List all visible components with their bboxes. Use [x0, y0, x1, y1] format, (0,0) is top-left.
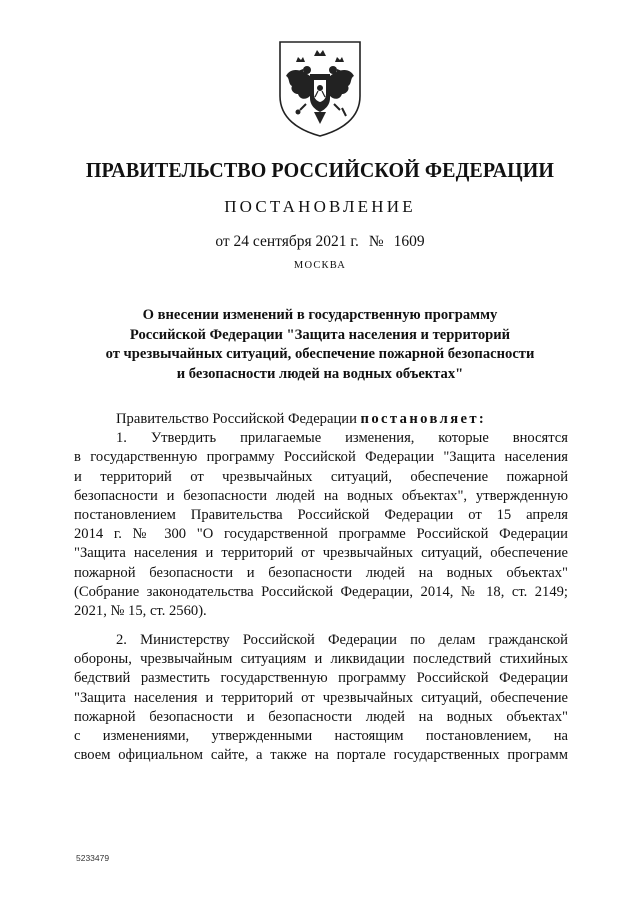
subject-line: Российской Федерации "Защита населения и территорий [129, 326, 511, 343]
number-sign: № [368, 233, 384, 250]
document-type: ПОСТАНОВЛЕНИЕ [224, 197, 416, 216]
document-code: 5233479 [76, 853, 110, 863]
city-label: МОСКВА [293, 260, 347, 271]
preamble-verb: постановляет: [360, 411, 487, 427]
document-subject [60, 306, 580, 384]
paragraph-line: пожарной безопасности и безопасности людей на водных объектах" [74, 564, 568, 581]
paragraph-line: бедствий разместить государственную программу Российской Федерации [74, 670, 568, 687]
document-number: 1609 [393, 233, 425, 250]
paragraph-line: (Собрание законодательства Российской Федерации, 2014, № 18, ст. 2149; [74, 583, 568, 600]
subject-line: и безопасности людей на водных объектах" [176, 365, 464, 382]
preamble [74, 410, 568, 429]
paragraph-line: "Защита населения и территорий от чрезвычайных ситуаций, обеспечение [74, 545, 568, 562]
paragraph-line: обороны, чрезвычайным ситуациям и ликвидации последствий стихийных [74, 651, 568, 668]
paragraph-line: и территорий от чрезвычайных ситуаций, обеспечение пожарной [74, 468, 568, 485]
preamble-subject: Правительство Российской Федерации [116, 411, 357, 427]
paragraph-line: 2021, № 15, ст. 2560). [74, 602, 207, 619]
paragraph-line: 2. Министерству Российской Федерации по делам гражданской [116, 632, 568, 649]
document-body [74, 410, 568, 765]
date-number-line [0, 233, 640, 251]
coat-of-arms-icon [276, 38, 364, 138]
government-title: ПРАВИТЕЛЬСТВО РОССИЙСКОЙ ФЕДЕРАЦИИ [85, 158, 555, 182]
paragraph-line: с изменениями, утвержденными настоящим постановлением, на [74, 728, 568, 744]
paragraph-line: 1. Утвердить прилагаемые изменения, которые вносятся [116, 430, 568, 447]
subject-line: от чрезвычайных ситуаций, обеспечение пожарной безопасности [105, 346, 535, 363]
paragraph-line: в государственную программу Российской Федерации "Защита населения [74, 449, 568, 466]
paragraph-line: "Защита населения и территорий от чрезвычайных ситуаций, обеспечение [74, 689, 568, 706]
paragraph-line: 2014 г. № 300 "О государственной программе Российской Федерации [74, 526, 568, 543]
paragraph-line: пожарной безопасности и безопасности людей на водных объектах" [74, 708, 568, 725]
subject-line: О внесении изменений в государственную программу [142, 307, 498, 323]
paragraph-line: безопасности и безопасности людей на водных объектах", утвержденную [74, 487, 568, 504]
paragraph-line: своем официальном сайте, а также на портале государственных программ [74, 747, 568, 764]
document-date: от 24 сентября 2021 г. [215, 233, 359, 250]
paragraph-line: постановлением Правительства Российской Федерации от 15 апреля [74, 506, 568, 523]
